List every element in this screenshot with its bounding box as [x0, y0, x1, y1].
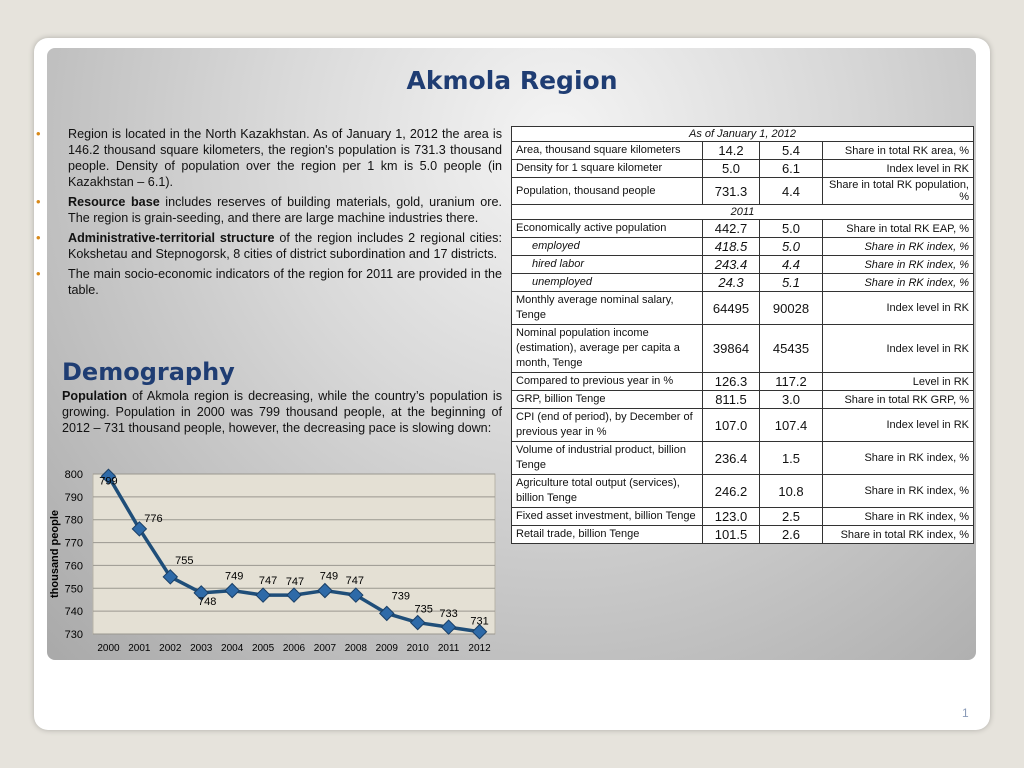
- demography-lead: Population: [62, 389, 128, 403]
- indicator-label: Area, thousand square kilometers: [512, 142, 703, 160]
- x-tick-label: 2008: [344, 643, 367, 654]
- table-row: [512, 256, 974, 274]
- indicator-label: Compared to previous year in %: [512, 373, 703, 391]
- bullet-item: • Region is located in the North Kazakhstan. As of January 1, 2012 the area is 146.2 thousand square kilometers, the region's population is 731.3 thousand people. Density of population over the region per 1 km is 5.0 people (in Kazakhstan – 6.1).: [50, 126, 502, 190]
- region-value: 246.2: [703, 475, 760, 508]
- share-value: 5.4: [760, 142, 823, 160]
- data-label: 733: [439, 608, 458, 621]
- data-label: 747: [345, 575, 365, 588]
- table-row: [512, 220, 974, 238]
- share-value: 4.4: [760, 178, 823, 205]
- table-row: [512, 526, 974, 544]
- region-value: 126.3: [703, 373, 760, 391]
- indicator-label: hired labor: [512, 256, 703, 274]
- share-value: 3.0: [760, 391, 823, 409]
- intro-bullet-list: [50, 126, 502, 302]
- indicator-note: Share in RK index, %: [823, 256, 974, 274]
- bullet-item: • Resource base includes reserves of building materials, gold, uranium ore. The region is grain-seeding, and there are large machine industries there.: [50, 194, 502, 226]
- region-value: 107.0: [703, 409, 760, 442]
- bullet-item: • Administrative-territorial structure of the region includes 2 regional cities: Kokshetau and Stepnogorsk, 8 cities of district subordination and 17 districts.: [50, 230, 502, 262]
- x-tick-label: 2000: [97, 643, 120, 654]
- share-value: 4.4: [760, 256, 823, 274]
- x-tick-label: 2010: [406, 643, 429, 654]
- indicator-label: Monthly average nominal salary, Tenge: [512, 292, 703, 325]
- region-value: 5.0: [703, 160, 760, 178]
- data-label: 739: [391, 590, 410, 603]
- indicator-label: unemployed: [512, 274, 703, 292]
- bullet-lead: Administrative-territorial structure: [68, 231, 275, 245]
- indicator-note: Index level in RK: [823, 292, 974, 325]
- region-value: 243.4: [703, 256, 760, 274]
- x-tick-label: 2006: [282, 643, 306, 654]
- share-value: 90028: [760, 292, 823, 325]
- share-value: 2.5: [760, 508, 823, 526]
- y-tick-label: 790: [64, 491, 83, 504]
- demography-heading: Demography: [62, 358, 235, 386]
- indicator-note: Share in total RK GRP, %: [823, 391, 974, 409]
- indicator-label: Economically active population: [512, 220, 703, 238]
- y-tick-label: 770: [64, 537, 83, 550]
- share-value: 45435: [760, 325, 823, 373]
- indicator-note: Share in RK index, %: [823, 238, 974, 256]
- indicator-note: Share in total RK area, %: [823, 142, 974, 160]
- bullet-item: • The main socio-economic indicators of the region for 2011 are provided in the table.: [50, 266, 502, 298]
- table-section-header: [512, 205, 974, 220]
- demography-paragraph: Population of Akmola region is decreasing, while the country’s population is growing. Population in 2000 was 799 thousand people, at the beginning of 2012 – 731 thousand people, however, the decreasing pace is slowing down:: [62, 389, 502, 435]
- data-label: 748: [198, 595, 217, 608]
- x-tick-label: 2001: [128, 643, 151, 654]
- section-header-cell: As of January 1, 2012: [512, 127, 974, 142]
- indicator-label: Density for 1 square kilometer: [512, 160, 703, 178]
- table-row: [512, 391, 974, 409]
- region-value: 418.5: [703, 238, 760, 256]
- data-label: 731: [470, 615, 489, 628]
- indicator-note: Share in total RK index, %: [823, 526, 974, 544]
- indicator-label: GRP, billion Tenge: [512, 391, 703, 409]
- data-label: 755: [175, 554, 194, 567]
- table-row: [512, 238, 974, 256]
- y-tick-label: 780: [64, 514, 83, 527]
- y-axis-label: thousand people: [49, 510, 61, 598]
- page-title: Akmola Region: [406, 66, 618, 95]
- region-value: 101.5: [703, 526, 760, 544]
- table-row: [512, 142, 974, 160]
- x-tick-label: 2012: [468, 643, 491, 654]
- data-label: 747: [285, 576, 305, 589]
- indicator-note: Share in RK index, %: [823, 508, 974, 526]
- table-section-header: [512, 127, 974, 142]
- share-value: 107.4: [760, 409, 823, 442]
- indicator-label: Nominal population income (estimation), average per capita a month, Tenge: [512, 325, 703, 373]
- region-value: 39864: [703, 325, 760, 373]
- data-label: 749: [224, 570, 244, 583]
- data-label: 749: [319, 570, 339, 583]
- plot-area: [93, 474, 495, 634]
- data-label: 776: [144, 512, 163, 525]
- table-row: [512, 274, 974, 292]
- y-tick-label: 740: [64, 606, 83, 619]
- table-row: [512, 409, 974, 442]
- share-value: 10.8: [760, 475, 823, 508]
- share-value: 5.1: [760, 274, 823, 292]
- x-tick-label: 2002: [159, 643, 182, 654]
- table-row: [512, 178, 974, 205]
- table-row: [512, 508, 974, 526]
- indicator-label: employed: [512, 238, 703, 256]
- indicators-table: [511, 126, 974, 544]
- population-line-chart: [47, 466, 499, 658]
- table-row: [512, 292, 974, 325]
- indicator-note: Share in RK index, %: [823, 475, 974, 508]
- share-value: 117.2: [760, 373, 823, 391]
- region-value: 442.7: [703, 220, 760, 238]
- data-label: 747: [258, 575, 278, 588]
- region-value: 123.0: [703, 508, 760, 526]
- indicator-label: Agriculture total output (services), billion Tenge: [512, 475, 703, 508]
- indicator-note: Share in RK index, %: [823, 274, 974, 292]
- data-label: 735: [414, 603, 433, 616]
- indicator-label: Volume of industrial product, billion Tenge: [512, 442, 703, 475]
- x-tick-label: 2003: [190, 643, 213, 654]
- x-tick-label: 2009: [375, 643, 398, 654]
- y-tick-label: 760: [64, 560, 83, 573]
- share-value: 1.5: [760, 442, 823, 475]
- indicator-note: Share in total RK population, %: [823, 178, 974, 205]
- x-tick-label: 2011: [437, 643, 460, 654]
- y-tick-label: 730: [64, 629, 83, 641]
- region-value: 731.3: [703, 178, 760, 205]
- indicator-note: Index level in RK: [823, 409, 974, 442]
- indicator-label: Population, thousand people: [512, 178, 703, 205]
- indicator-note: Share in total RK EAP, %: [823, 220, 974, 238]
- indicator-note: Index level in RK: [823, 160, 974, 178]
- indicator-label: Fixed asset investment, billion Tenge: [512, 508, 703, 526]
- indicator-label: CPI (end of period), by December of previous year in %: [512, 409, 703, 442]
- table-row: [512, 160, 974, 178]
- bullet-lead: Resource base: [68, 195, 160, 209]
- section-header-cell: 2011: [512, 205, 974, 220]
- region-value: 236.4: [703, 442, 760, 475]
- region-value: 811.5: [703, 391, 760, 409]
- indicator-note: Level in RK: [823, 373, 974, 391]
- region-value: 24.3: [703, 274, 760, 292]
- x-tick-label: 2007: [313, 643, 337, 654]
- table-row: [512, 373, 974, 391]
- data-label: 799: [99, 475, 118, 488]
- x-tick-label: 2005: [251, 643, 275, 654]
- region-value: 64495: [703, 292, 760, 325]
- y-tick-label: 800: [64, 469, 83, 481]
- x-tick-label: 2004: [221, 643, 244, 654]
- table-row: [512, 475, 974, 508]
- region-value: 14.2: [703, 142, 760, 160]
- y-tick-label: 750: [64, 583, 83, 596]
- share-value: 6.1: [760, 160, 823, 178]
- share-value: 2.6: [760, 526, 823, 544]
- share-value: 5.0: [760, 220, 823, 238]
- indicator-note: Index level in RK: [823, 325, 974, 373]
- indicator-label: Retail trade, billion Tenge: [512, 526, 703, 544]
- share-value: 5.0: [760, 238, 823, 256]
- table-row: [512, 442, 974, 475]
- population-chart: [47, 466, 499, 658]
- indicator-note: Share in RK index, %: [823, 442, 974, 475]
- page-number: 1: [962, 706, 969, 720]
- table-row: [512, 325, 974, 373]
